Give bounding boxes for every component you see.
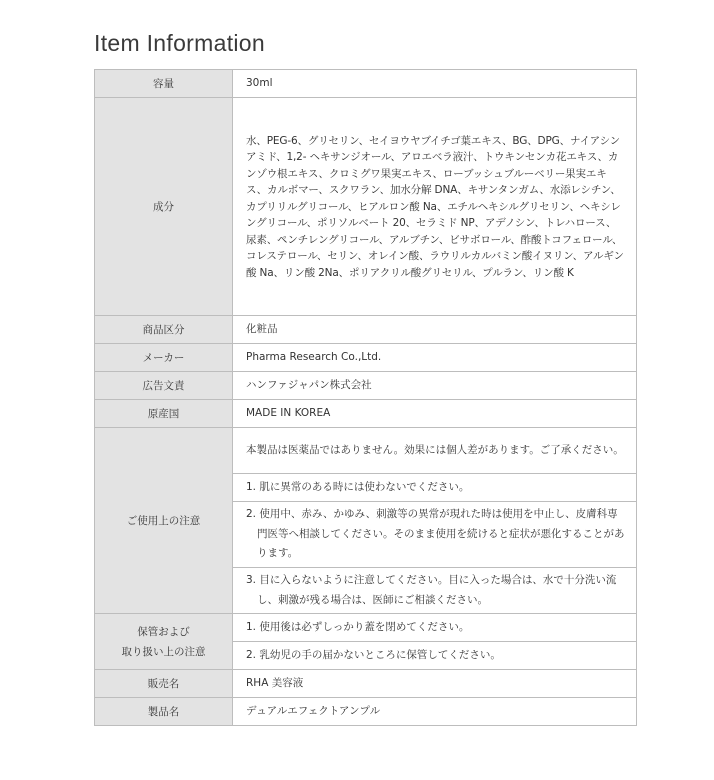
table-row: [95, 70, 637, 98]
row-value-product-name: デュアルエフェクトアンプル: [233, 698, 637, 726]
row-label-sales-name: 販売名: [95, 670, 233, 698]
item-info-table: [94, 69, 637, 726]
row-label-origin: 原産国: [95, 400, 233, 428]
table-row: [95, 428, 637, 474]
table-row: [95, 614, 637, 642]
caution-intro: 本製品は医薬品ではありません。効果には個人差があります。ご了承ください。: [233, 428, 637, 474]
storage-label-line1: 保管および: [137, 625, 190, 638]
row-value-origin: MADE IN KOREA: [233, 400, 637, 428]
table-row: [95, 400, 637, 428]
table-row: [95, 316, 637, 344]
storage-item-1: 1. 使用後は必ずしっかり蓋を閉めてください。: [233, 614, 637, 642]
row-label-advertiser: 広告文責: [95, 372, 233, 400]
table-row: [95, 98, 637, 316]
row-label-maker: メーカー: [95, 344, 233, 372]
row-label-capacity: 容量: [95, 70, 233, 98]
row-label-category: 商品区分: [95, 316, 233, 344]
row-value-advertiser: ハンファジャパン株式会社: [233, 372, 637, 400]
row-label-storage: [95, 614, 233, 670]
row-value-ingredients: 水、PEG-6、グリセリン、セイヨウヤブイチゴ葉エキス、BG、DPG、ナイアシンアミド、1,2- ヘキサンジオール、アロエベラ液汁、トウキンセンカ花エキス、カンゾウ根エキス、クロミグワ果実エキス、ローブッシュブルーベリー果実エキス、カルボマー、スクワラン、加水分解 DNA、キサンタンガム、水添レシチン、カプリリルグリコール、ヒアルロン酸 Na、エチルヘキシルグリセリン、ヘキシレングリコール、ポリソルベート 20、セラミド NP、アデノシン、トレハロース、尿素、ペンチレングリコール、アルブチン、ビサボロール、酢酸トコフェロール、コレステロール、セリン、オレイン酸、ラウリルカルバミン酸イヌリン、アルギン酸 Na、リン酸 2Na、ポリアクリル酸グリセリル、プルラン、リン酸 K: [233, 98, 637, 316]
caution-item-1: 1. 肌に異常のある時には使わないでください。: [233, 474, 637, 502]
row-value-capacity: 30ml: [233, 70, 637, 98]
row-value-maker: Pharma Research Co.,Ltd.: [233, 344, 637, 372]
row-label-ingredients: 成分: [95, 98, 233, 316]
row-value-category: 化粧品: [233, 316, 637, 344]
row-value-sales-name: RHA 美容液: [233, 670, 637, 698]
row-label-caution: ご使用上の注意: [95, 428, 233, 614]
caution-item-3: 3. 目に入らないように注意してください。目に入った場合は、水で十分洗い流し、刺激が残る場合は、医師にご相談ください。: [233, 568, 637, 614]
storage-item-2: 2. 乳幼児の手の届かないところに保管してください。: [233, 642, 637, 670]
caution-item-2: 2. 使用中、赤み、かゆみ、刺激等の異常が現れた時は使用を中止し、皮膚科専門医等へ相談してください。そのまま使用を続けると症状が悪化することがあります。: [233, 502, 637, 568]
table-row: [95, 698, 637, 726]
table-row: [95, 344, 637, 372]
page-title: Item Information: [94, 30, 265, 56]
table-row: [95, 670, 637, 698]
storage-label-line2: 取り扱い上の注意: [121, 645, 206, 658]
table-row: [95, 372, 637, 400]
row-label-product-name: 製品名: [95, 698, 233, 726]
